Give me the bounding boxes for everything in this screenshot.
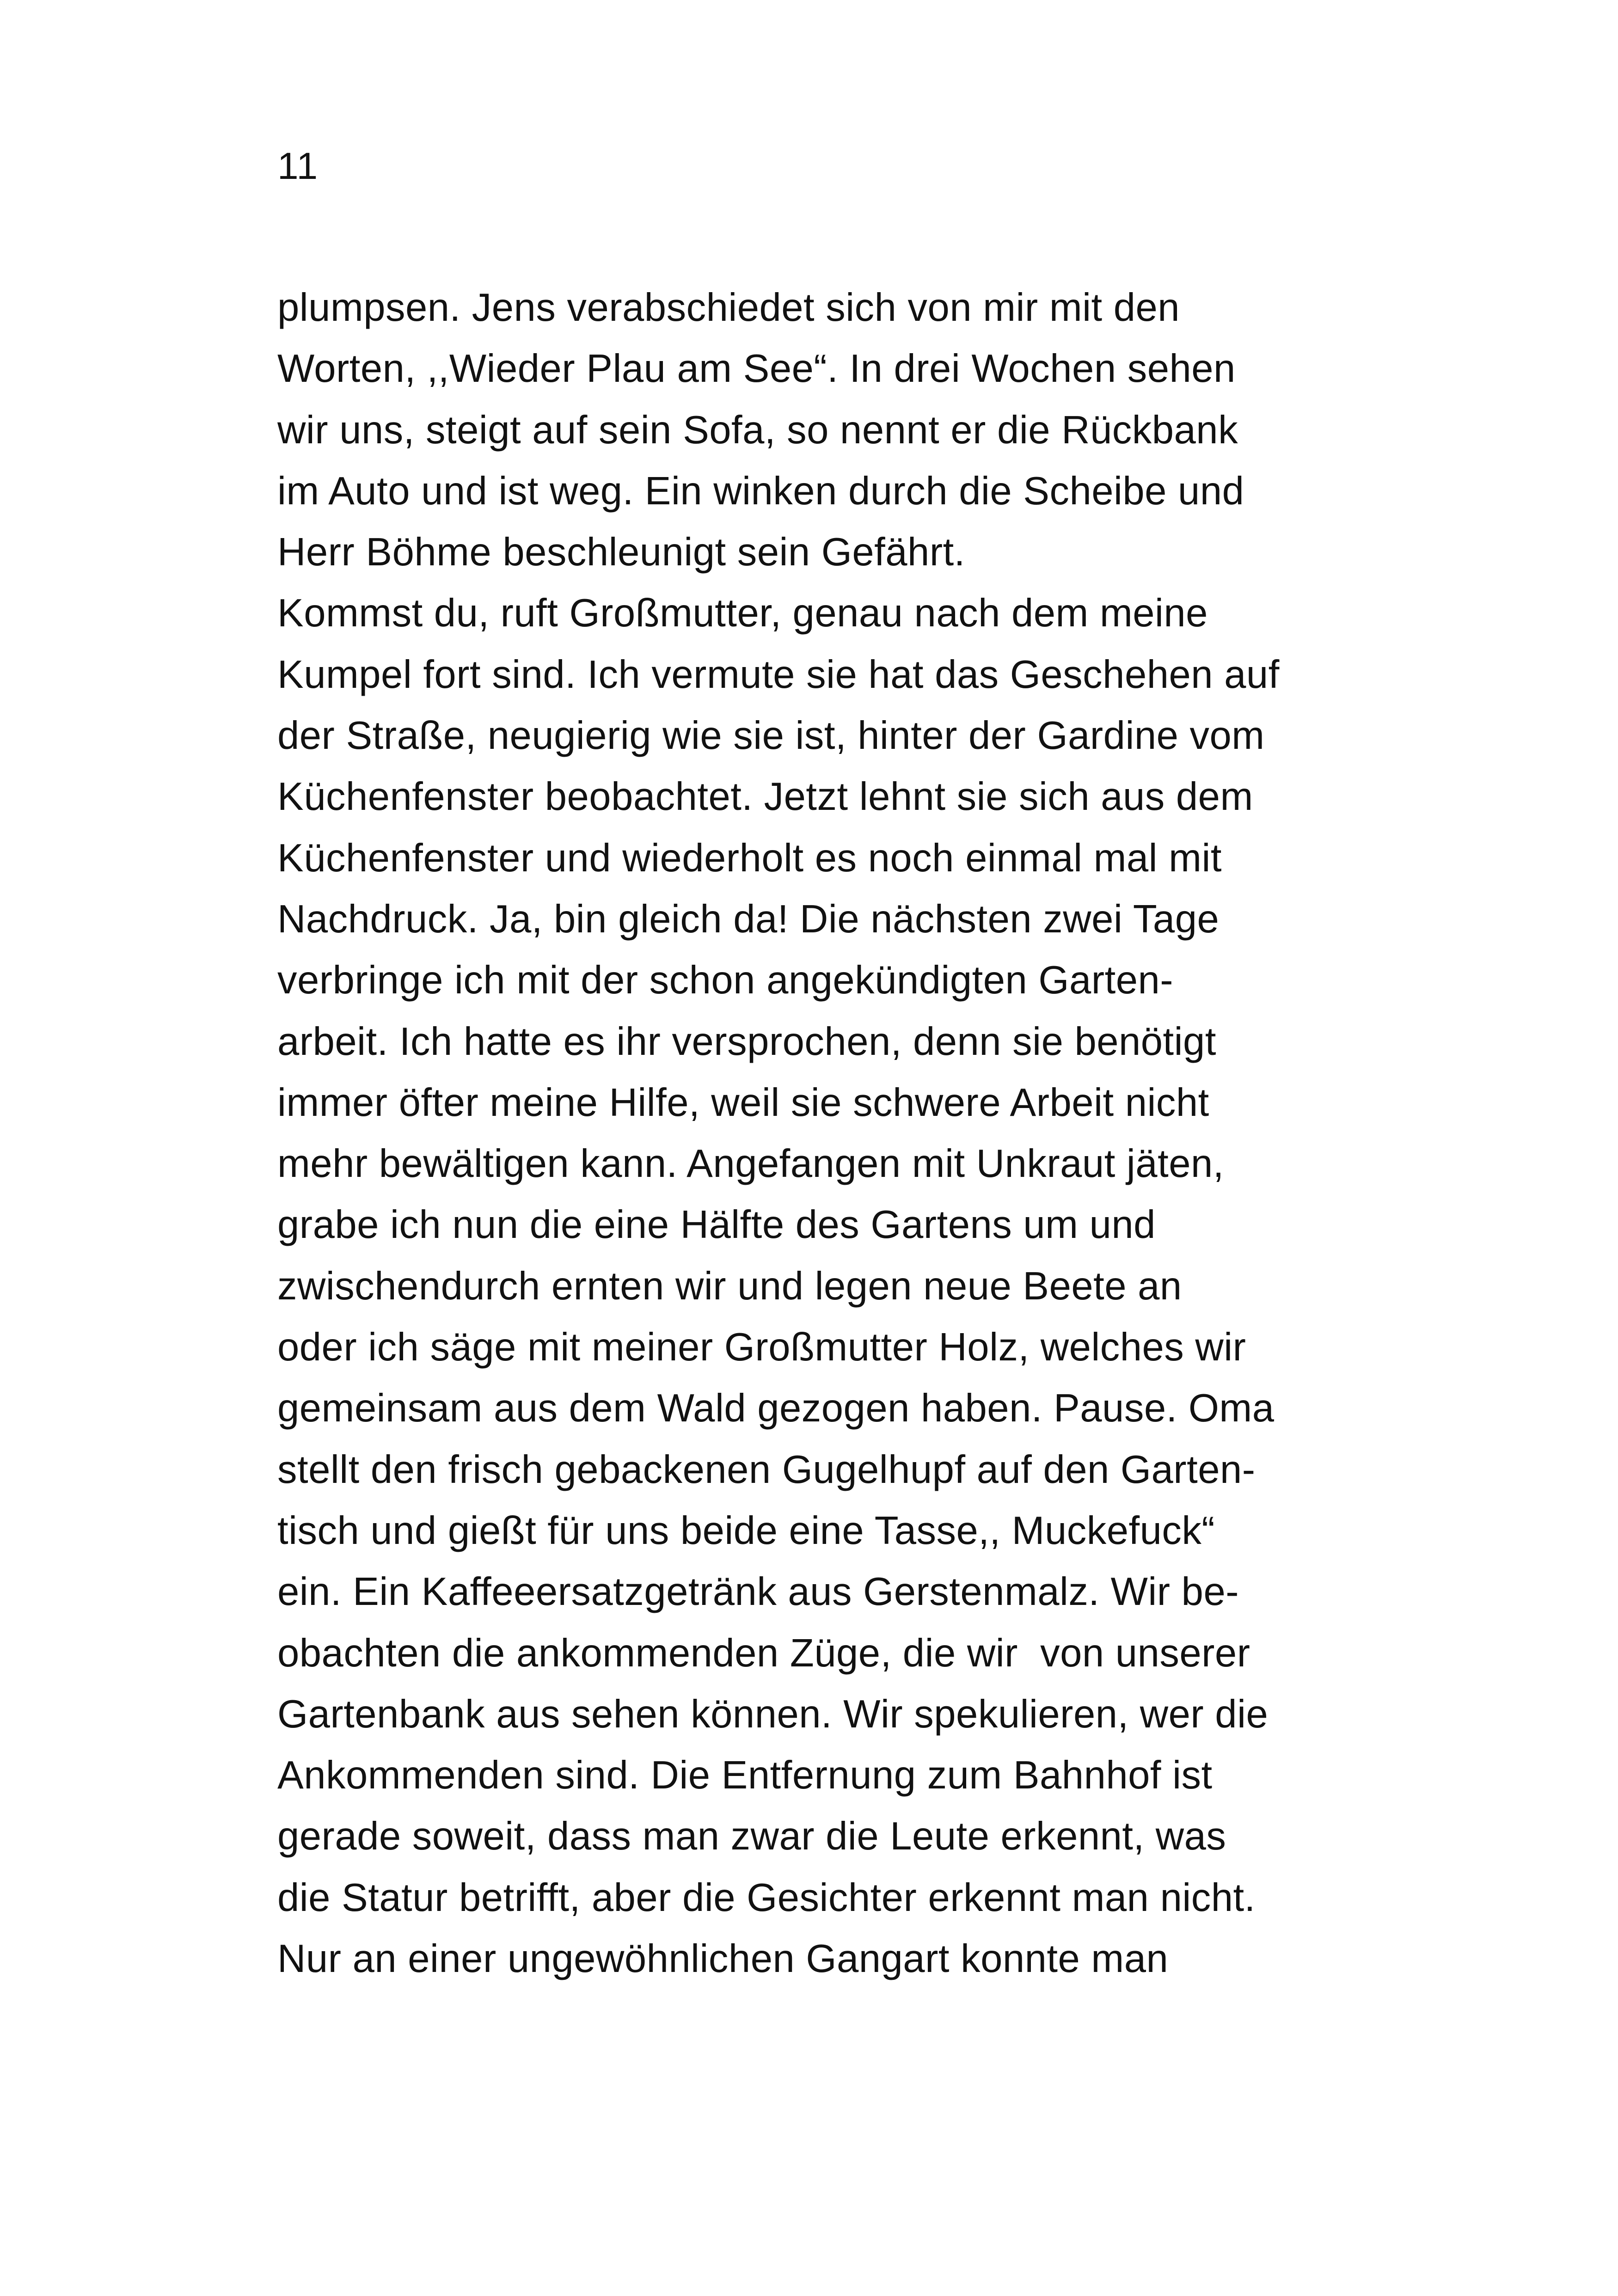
- text-line: oder ich säge mit meiner Großmutter Holz, welches wir: [277, 1325, 1246, 1370]
- text-line: obachten die ankommenden Züge, die wir von unserer: [277, 1631, 1250, 1675]
- text-line: immer öfter meine Hilfe, weil sie schwere Arbeit nicht: [277, 1080, 1209, 1125]
- text-line: wir uns, steigt auf sein Sofa, so nennt er die Rückbank: [277, 408, 1238, 452]
- text-line: tisch und gießt für uns beide eine Tasse,, Muckefuck“: [277, 1508, 1215, 1553]
- text-line: Worten, ,,Wieder Plau am See“. In drei Wochen sehen: [277, 347, 1236, 391]
- text-line: die Statur betrifft, aber die Gesichter erkennt man nicht.: [277, 1875, 1256, 1920]
- text-line: grabe ich nun die eine Hälfte des Gartens um und: [277, 1203, 1156, 1247]
- text-line: der Straße, neugierig wie sie ist, hinter der Gardine vom: [277, 714, 1265, 758]
- body-text: [277, 277, 1396, 1990]
- text-line: Nachdruck. Ja, bin gleich da! Die nächsten zwei Tage: [277, 897, 1220, 941]
- text-line: plumpsen. Jens verabschiedet sich von mir mit den: [277, 286, 1180, 330]
- text-line: zwischendurch ernten wir und legen neue Beete an: [277, 1264, 1182, 1308]
- text-line: im Auto und ist weg. Ein winken durch die Scheibe und: [277, 469, 1244, 513]
- text-line: gemeinsam aus dem Wald gezogen haben. Pause. Oma: [277, 1386, 1275, 1431]
- text-line: arbeit. Ich hatte es ihr versprochen, denn sie benötigt: [277, 1019, 1216, 1064]
- text-line: Kommst du, ruft Großmutter, genau nach dem meine: [277, 591, 1208, 636]
- text-line: Gartenbank aus sehen können. Wir spekulieren, wer die: [277, 1692, 1269, 1736]
- text-line: ein. Ein Kaffeeersatzgetränk aus Gerstenmalz. Wir be-: [277, 1570, 1239, 1614]
- text-line: mehr bewältigen kann. Angefangen mit Unkraut jäten,: [277, 1142, 1224, 1186]
- text-line: verbringe ich mit der schon angekündigten Garten-: [277, 958, 1174, 1003]
- text-line: Herr Böhme beschleunigt sein Gefährt.: [277, 530, 965, 575]
- text-line: gerade soweit, dass man zwar die Leute erkennt, was: [277, 1814, 1226, 1859]
- text-line: Küchenfenster und wiederholt es noch einmal mal mit: [277, 836, 1222, 880]
- text-line: Küchenfenster beobachtet. Jetzt lehnt sie sich aus dem: [277, 775, 1253, 819]
- text-line: Nur an einer ungewöhnlichen Gangart konnte man: [277, 1937, 1169, 1981]
- text-line: Kumpel fort sind. Ich vermute sie hat das Geschehen auf: [277, 652, 1280, 697]
- text-line: stellt den frisch gebackenen Gugelhupf auf den Garten-: [277, 1447, 1256, 1492]
- text-line: Ankommenden sind. Die Entfernung zum Bahnhof ist: [277, 1753, 1213, 1798]
- page-number: 11: [277, 145, 319, 187]
